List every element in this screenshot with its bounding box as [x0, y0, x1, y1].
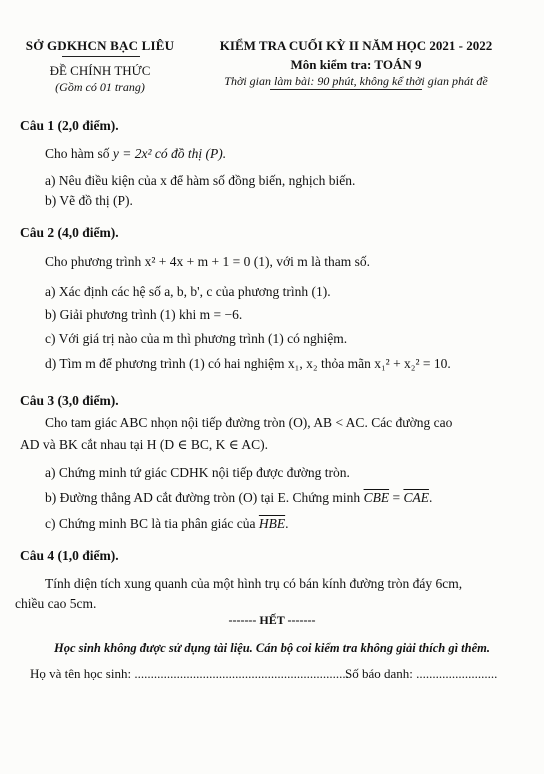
q2-title: Câu 2 (4,0 điểm).: [20, 225, 119, 240]
angle-cbe: $\overline{CBE}$: [363, 490, 390, 505]
q4-line2: chiều cao 5cm.: [15, 596, 97, 611]
q3-title: Câu 3 (3,0 điểm).: [20, 393, 119, 408]
q2-part-d: d) Tìm m để phương trình (1) có hai nghiệm x₁, x₂ thỏa mãn x₁² + x₂² = 10.: [45, 356, 451, 371]
q3-part-c: [45, 516, 289, 532]
q1-part-b: b) Vẽ đồ thị (P).: [45, 193, 133, 208]
exam-title: KIỂM TRA CUỐI KỲ II NĂM HỌC 2021 - 2022: [219, 38, 493, 53]
exam-note: Học sinh không được sử dụng tài liệu. Cán bộ coi kiểm tra không giải thích gì thêm.: [54, 641, 490, 655]
q3-intro-line1: Cho tam giác ABC nhọn nội tiếp đường tròn (O), AB < AC. Các đường cao: [45, 415, 453, 430]
q1-intro-equation: y = 2x² có đồ thị (P).: [112, 146, 227, 161]
angle-hbe: $\overline{HBE}$: [258, 516, 286, 531]
student-name-label: Họ và tên học sinh:: [30, 666, 135, 681]
q3-part-b: [45, 490, 432, 506]
student-name-line: [30, 666, 349, 682]
student-name-blank: ..................................................................: [134, 666, 349, 681]
q3-part-b-end: .: [428, 490, 433, 505]
header-left: [20, 38, 180, 95]
q2-intro: Cho phương trình x² + 4x + m + 1 = 0 (1), với m là tham số.: [45, 254, 370, 269]
q4-line1: Tính diện tích xung quanh của một hình trụ có bán kính đường tròn đáy 6cm,: [45, 576, 463, 591]
q3-intro-line2: AD và BK cắt nhau tại H (D ∈ BC, K ∈ AC).: [20, 437, 268, 452]
department-name: SỞ GDKHCN BẠC LIÊU: [25, 38, 175, 53]
angle-cae: $\overline{CAE}$: [403, 490, 429, 505]
q3-part-c-text: c) Chứng minh BC là tia phân giác của: [45, 516, 259, 531]
q3-equals: =: [389, 490, 404, 505]
header-left-underline: [62, 56, 140, 57]
student-id-line: [345, 666, 497, 682]
q1-intro-text: Cho hàm số: [45, 146, 113, 161]
q3-part-c-end: .: [285, 516, 289, 531]
q4-title: Câu 4 (1,0 điểm).: [20, 548, 119, 563]
q3-part-a: a) Chứng minh tứ giác CDHK nội tiếp được đường tròn.: [45, 465, 350, 480]
q1-title: Câu 1 (2,0 điểm).: [20, 118, 119, 133]
q2-part-c: c) Với giá trị nào của m thì phương trình (1) có nghiệm.: [45, 331, 348, 346]
q1-part-a: a) Nêu điều kiện của x để hàm số đồng biến, nghịch biến.: [45, 173, 356, 188]
header-right: [186, 38, 526, 89]
q3-part-b-text: b) Đường thẳng AD cắt đường tròn (O) tại E. Chứng minh: [45, 490, 364, 505]
q2-part-a: a) Xác định các hệ số a, b, b', c của phương trình (1).: [45, 284, 331, 299]
q1-intro: [45, 146, 226, 162]
time-allowed: Thời gian làm bài: 90 phút, không kể thời gian phát đề: [224, 74, 488, 88]
q2-part-b: b) Giải phương trình (1) khi m = −6.: [45, 307, 243, 322]
page-count: (Gồm có 01 trang): [55, 80, 145, 94]
student-id-label: Số báo danh:: [345, 666, 417, 681]
subject: Môn kiểm tra: TOÁN 9: [290, 57, 422, 72]
official-label: ĐỀ CHÍNH THỨC: [49, 63, 151, 78]
header-right-underline: [270, 89, 422, 90]
end-marker: ------- HẾT -------: [228, 613, 316, 627]
student-id-blank: .........................: [416, 666, 498, 681]
